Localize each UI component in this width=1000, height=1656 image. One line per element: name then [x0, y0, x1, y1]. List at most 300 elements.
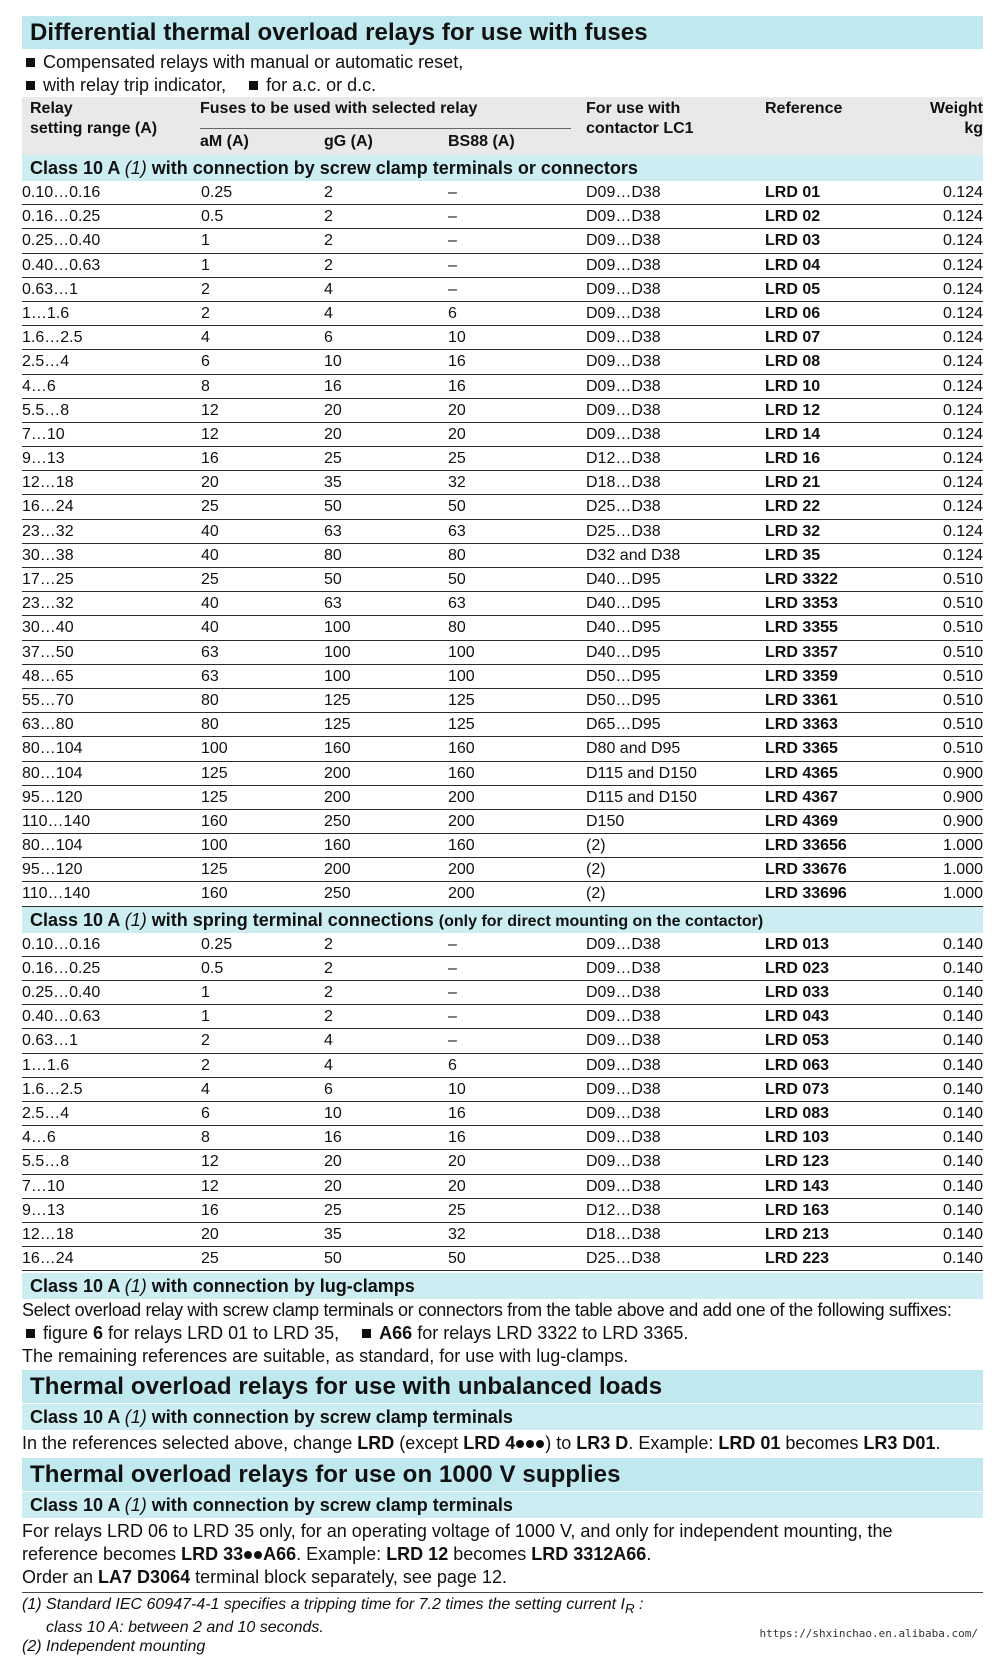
- cell-fuse-bs88: 160: [448, 837, 475, 855]
- table-row: [22, 737, 983, 761]
- unbalanced-text: In the references selected above, change LRD (except LRD 4 ) to LR3 D. Example: LRD 01 becomes LR3 D01.: [22, 1433, 941, 1454]
- cell-fuse-am: 4: [201, 329, 210, 347]
- table-body-screw: [22, 181, 983, 907]
- cell-fuse-am: 1: [201, 256, 210, 274]
- cell-fuse-gg: 2: [324, 984, 333, 1001]
- cell-contactor: D18…D38: [586, 1225, 661, 1243]
- cell-fuse-am: 100: [201, 740, 228, 758]
- cell-fuse-am: 6: [201, 353, 210, 371]
- cell-fuse-bs88: 80: [448, 619, 466, 637]
- cell-setting-range: 48…65: [22, 667, 74, 685]
- cell-reference: LRD 12: [765, 401, 821, 419]
- placeholder-dot-icon: [526, 1440, 534, 1448]
- lug-text-1: Select overload relay with screw clamp terminals or connectors from the table above and add one of the following suffixes:: [22, 1300, 952, 1321]
- cell-weight: 0.124: [942, 353, 983, 371]
- cell-fuse-gg: 10: [324, 353, 342, 371]
- cell-fuse-gg: 2: [324, 959, 333, 977]
- cell-fuse-am: 25: [201, 1250, 219, 1268]
- cell-fuse-am: 40: [201, 619, 219, 637]
- cell-fuse-am: 6: [201, 1104, 210, 1122]
- cell-reference: LRD 14: [765, 425, 821, 443]
- cell-setting-range: 9…13: [22, 1201, 65, 1219]
- cell-contactor: D50…D95: [586, 667, 661, 685]
- cell-weight: 1.000: [942, 861, 983, 879]
- cell-setting-range: 4…6: [22, 377, 56, 395]
- table-row: [22, 665, 983, 689]
- table-row: [22, 181, 983, 205]
- header-weight: Weight: [929, 100, 983, 117]
- cell-setting-range: 1…1.6: [22, 304, 70, 322]
- cell-setting-range: 1…1.6: [22, 1056, 70, 1074]
- cell-fuse-bs88: 125: [448, 716, 475, 734]
- cell-fuse-bs88: 80: [448, 546, 466, 564]
- table-row: [22, 834, 983, 858]
- cell-fuse-bs88: 16: [448, 377, 466, 395]
- bullet-square-icon: [26, 1329, 35, 1338]
- 1000v-text-2: reference becomes LRD 33 A66. Example: LRD 12 becomes LRD 3312A66.: [22, 1544, 652, 1565]
- header-fuses: Fuses to be used with selected relay: [200, 100, 478, 117]
- cell-fuse-am: 40: [201, 546, 219, 564]
- cell-reference: LRD 043: [765, 1008, 830, 1026]
- header-kg: kg: [964, 120, 983, 137]
- bullet-square-icon: [249, 81, 258, 90]
- cell-fuse-bs88: 16: [448, 1104, 466, 1122]
- source-url: https://shxinchao.en.alibaba.com/: [759, 1627, 978, 1640]
- cell-setting-range: 5.5…8: [22, 1153, 70, 1171]
- cell-weight: 0.124: [942, 329, 983, 347]
- cell-fuse-gg: 2: [324, 1008, 333, 1026]
- table-row: [22, 1029, 983, 1053]
- cell-fuse-am: 0.5: [201, 208, 224, 226]
- cell-contactor: D09…D38: [586, 1153, 661, 1171]
- cell-fuse-am: 125: [201, 764, 228, 782]
- cell-reference: LRD 4365: [765, 764, 838, 782]
- cell-fuse-gg: 20: [324, 1177, 342, 1195]
- cell-setting-range: 12…18: [22, 474, 74, 492]
- cell-reference: LRD 3361: [765, 691, 838, 709]
- cell-fuse-bs88: 100: [448, 643, 475, 661]
- cell-reference: LRD 4369: [765, 812, 838, 830]
- cell-weight: 0.140: [942, 1177, 983, 1195]
- table-header: [22, 97, 983, 155]
- cell-fuse-gg: 20: [324, 1153, 342, 1171]
- cell-weight: 0.510: [942, 571, 983, 588]
- cell-reference: LRD 163: [765, 1201, 830, 1219]
- bullet-square-icon: [26, 81, 35, 90]
- cell-setting-range: 80…104: [22, 740, 83, 758]
- cell-setting-range: 2.5…4: [22, 1104, 70, 1122]
- cell-fuse-am: 2: [201, 304, 210, 322]
- cell-fuse-am: 63: [201, 643, 219, 661]
- cell-reference: LRD 083: [765, 1104, 830, 1122]
- bullet-square-icon: [26, 58, 35, 67]
- cell-fuse-am: 25: [201, 571, 219, 588]
- table-body-spring: [22, 933, 983, 1272]
- cell-fuse-gg: 200: [324, 764, 351, 782]
- header-reference: Reference: [765, 100, 843, 117]
- table-row: [22, 981, 983, 1005]
- cell-weight: 0.510: [942, 643, 983, 661]
- cell-fuse-gg: 100: [324, 643, 351, 661]
- cell-weight: 0.510: [942, 740, 983, 758]
- table-row: [22, 1126, 983, 1150]
- cell-fuse-am: 0.5: [201, 959, 224, 977]
- cell-reference: LRD 10: [765, 377, 821, 395]
- cell-contactor: D50…D95: [586, 691, 661, 709]
- cell-fuse-am: 1: [201, 232, 210, 250]
- cell-reference: LRD 33656: [765, 837, 847, 855]
- cell-reference: LRD 21: [765, 474, 821, 492]
- cell-setting-range: 0.25…0.40: [22, 232, 101, 250]
- cell-fuse-gg: 250: [324, 885, 351, 903]
- section-unbalanced: Class 10 A (1) with connection by screw clamp terminals: [22, 1404, 983, 1430]
- cell-fuse-gg: 100: [324, 667, 351, 685]
- cell-reference: LRD 05: [765, 280, 821, 298]
- cell-fuse-bs88: –: [448, 256, 457, 274]
- cell-contactor: D40…D95: [586, 571, 661, 588]
- cell-weight: 0.900: [942, 788, 983, 806]
- table-row: [22, 1199, 983, 1223]
- cell-fuse-gg: 2: [324, 232, 333, 250]
- cell-fuse-bs88: –: [448, 1032, 457, 1050]
- cell-reference: LRD 123: [765, 1153, 830, 1171]
- cell-contactor: D80 and D95: [586, 740, 681, 758]
- 1000v-text-3: Order an LA7 D3064 terminal block separately, see page 12.: [22, 1567, 507, 1588]
- cell-fuse-am: 8: [201, 1129, 210, 1147]
- cell-weight: 0.140: [942, 1153, 983, 1171]
- 1000v-title: Thermal overload relays for use on 1000 V supplies: [22, 1458, 983, 1491]
- cell-setting-range: 4…6: [22, 1129, 56, 1147]
- footnote-1: (1) Standard IEC 60947-4-1 specifies a tripping time for 7.2 times the setting current $I_R$ :: [22, 1596, 644, 1617]
- cell-weight: 0.140: [942, 1225, 983, 1243]
- cell-fuse-bs88: 25: [448, 450, 466, 468]
- cell-weight: 0.124: [942, 208, 983, 226]
- cell-fuse-gg: 35: [324, 474, 342, 492]
- cell-fuse-am: 160: [201, 812, 228, 830]
- cell-fuse-bs88: 160: [448, 764, 475, 782]
- cell-reference: LRD 32: [765, 522, 821, 540]
- cell-reference: LRD 213: [765, 1225, 830, 1243]
- cell-setting-range: 110…140: [22, 812, 91, 830]
- table-row: [22, 810, 983, 834]
- cell-weight: 0.124: [942, 498, 983, 516]
- cell-fuse-bs88: 10: [448, 1080, 466, 1098]
- cell-fuse-am: 63: [201, 667, 219, 685]
- cell-reference: LRD 073: [765, 1080, 830, 1098]
- cell-contactor: D65…D95: [586, 716, 661, 734]
- unbalanced-title: Thermal overload relays for use with unbalanced loads: [22, 1370, 983, 1403]
- cell-weight: 0.140: [942, 1201, 983, 1219]
- cell-setting-range: 0.16…0.25: [22, 959, 101, 977]
- cell-fuse-am: 125: [201, 861, 228, 879]
- cell-contactor: D115 and D150: [586, 764, 697, 782]
- cell-fuse-bs88: 125: [448, 691, 475, 709]
- cell-fuse-am: 12: [201, 425, 219, 443]
- cell-setting-range: 2.5…4: [22, 353, 70, 371]
- cell-contactor: D09…D38: [586, 1032, 661, 1050]
- cell-fuse-gg: 16: [324, 1129, 342, 1147]
- cell-fuse-gg: 50: [324, 571, 342, 588]
- cell-setting-range: 0.10…0.16: [22, 935, 101, 953]
- cell-fuse-bs88: 20: [448, 1153, 466, 1171]
- cell-fuse-am: 20: [201, 474, 219, 492]
- cell-contactor: D09…D38: [586, 425, 661, 443]
- cell-fuse-am: 20: [201, 1225, 219, 1243]
- cell-reference: LRD 033: [765, 984, 830, 1001]
- cell-fuse-am: 16: [201, 450, 219, 468]
- cell-weight: 0.124: [942, 377, 983, 395]
- cell-reference: LRD 16: [765, 450, 821, 468]
- footnote-1b: class 10 A: between 2 and 10 seconds.: [46, 1619, 324, 1637]
- table-row: [22, 399, 983, 423]
- table-row: [22, 858, 983, 882]
- cell-reference: LRD 07: [765, 329, 821, 347]
- table-row: [22, 762, 983, 786]
- cell-fuse-bs88: 200: [448, 812, 475, 830]
- cell-fuse-bs88: –: [448, 959, 457, 977]
- cell-fuse-gg: 6: [324, 1080, 333, 1098]
- cell-contactor: D09…D38: [586, 329, 661, 347]
- cell-fuse-gg: 50: [324, 1250, 342, 1268]
- cell-setting-range: 16…24: [22, 498, 74, 516]
- cell-contactor: D09…D38: [586, 959, 661, 977]
- table-row: [22, 957, 983, 981]
- cell-fuse-gg: 4: [324, 1032, 333, 1050]
- cell-reference: LRD 3322: [765, 571, 838, 588]
- cell-weight: 0.124: [942, 232, 983, 250]
- cell-weight: 0.140: [942, 959, 983, 977]
- cell-reference: LRD 023: [765, 959, 830, 977]
- cell-contactor: D09…D38: [586, 232, 661, 250]
- cell-setting-range: 63…80: [22, 716, 74, 734]
- cell-contactor: D25…D38: [586, 498, 661, 516]
- cell-contactor: D09…D38: [586, 208, 661, 226]
- table-row: [22, 713, 983, 737]
- table-row: [22, 229, 983, 253]
- cell-fuse-gg: 2: [324, 256, 333, 274]
- cell-reference: LRD 35: [765, 546, 821, 564]
- cell-fuse-am: 0.25: [201, 935, 233, 953]
- table-row: [22, 471, 983, 495]
- cell-fuse-am: 16: [201, 1201, 219, 1219]
- cell-fuse-am: 2: [201, 280, 210, 298]
- cell-reference: LRD 01: [765, 184, 821, 201]
- table-row: [22, 375, 983, 399]
- cell-weight: 1.000: [942, 837, 983, 855]
- cell-fuse-bs88: 20: [448, 425, 466, 443]
- cell-fuse-gg: 35: [324, 1225, 342, 1243]
- cell-weight: 0.124: [942, 474, 983, 492]
- cell-setting-range: 95…120: [22, 861, 83, 879]
- cell-weight: 0.124: [942, 256, 983, 274]
- cell-setting-range: 30…38: [22, 546, 74, 564]
- cell-contactor: D12…D38: [586, 450, 661, 468]
- cell-fuse-bs88: 16: [448, 1129, 466, 1147]
- cell-contactor: D09…D38: [586, 1177, 661, 1195]
- cell-fuse-gg: 250: [324, 812, 351, 830]
- cell-contactor: D09…D38: [586, 377, 661, 395]
- cell-fuse-gg: 2: [324, 935, 333, 953]
- cell-fuse-gg: 10: [324, 1104, 342, 1122]
- cell-setting-range: 95…120: [22, 788, 83, 806]
- cell-weight: 0.140: [942, 1032, 983, 1050]
- cell-fuse-bs88: –: [448, 1008, 457, 1026]
- cell-setting-range: 55…70: [22, 691, 74, 709]
- cell-fuse-bs88: –: [448, 280, 457, 298]
- placeholder-dot-icon: [244, 1551, 252, 1559]
- cell-fuse-gg: 20: [324, 425, 342, 443]
- cell-reference: LRD 04: [765, 256, 821, 274]
- cell-contactor: D40…D95: [586, 643, 661, 661]
- cell-fuse-bs88: 200: [448, 861, 475, 879]
- cell-fuse-bs88: –: [448, 935, 457, 953]
- table-row: [22, 520, 983, 544]
- cell-weight: 0.124: [942, 304, 983, 322]
- header-divider: [200, 128, 571, 129]
- cell-contactor: D40…D95: [586, 595, 661, 613]
- cell-reference: LRD 103: [765, 1129, 830, 1147]
- cell-reference: LRD 08: [765, 353, 821, 371]
- cell-setting-range: 12…18: [22, 1225, 74, 1243]
- table-row: [22, 423, 983, 447]
- cell-reference: LRD 03: [765, 232, 821, 250]
- cell-reference: LRD 3357: [765, 643, 838, 661]
- cell-setting-range: 23…32: [22, 595, 74, 613]
- cell-setting-range: 0.63…1: [22, 280, 79, 298]
- header-bs88: BS88 (A): [448, 133, 515, 150]
- cell-fuse-bs88: 50: [448, 498, 466, 516]
- cell-reference: LRD 06: [765, 304, 821, 322]
- cell-fuse-am: 125: [201, 788, 228, 806]
- cell-setting-range: 5.5…8: [22, 401, 70, 419]
- cell-contactor: D09…D38: [586, 1008, 661, 1026]
- table-row: [22, 1054, 983, 1078]
- table-row: [22, 568, 983, 592]
- cell-setting-range: 0.16…0.25: [22, 208, 101, 226]
- cell-contactor: D09…D38: [586, 984, 661, 1001]
- cell-fuse-bs88: 160: [448, 740, 475, 758]
- table-row: [22, 786, 983, 810]
- cell-contactor: D09…D38: [586, 1080, 661, 1098]
- cell-fuse-gg: 160: [324, 740, 351, 758]
- cell-reference: LRD 053: [765, 1032, 830, 1050]
- cell-setting-range: 37…50: [22, 643, 74, 661]
- cell-setting-range: 80…104: [22, 837, 83, 855]
- table-row: [22, 1005, 983, 1029]
- cell-fuse-bs88: 50: [448, 571, 466, 588]
- cell-weight: 0.124: [942, 280, 983, 298]
- table-row: [22, 1223, 983, 1247]
- table-row: [22, 933, 983, 957]
- cell-fuse-gg: 4: [324, 1056, 333, 1074]
- cell-weight: 0.124: [942, 401, 983, 419]
- cell-contactor: (2): [586, 885, 606, 903]
- cell-contactor: D18…D38: [586, 474, 661, 492]
- cell-fuse-am: 80: [201, 691, 219, 709]
- cell-weight: 0.510: [942, 667, 983, 685]
- cell-contactor: D12…D38: [586, 1201, 661, 1219]
- cell-fuse-gg: 50: [324, 498, 342, 516]
- cell-weight: 0.140: [942, 1056, 983, 1074]
- cell-fuse-bs88: 16: [448, 353, 466, 371]
- datasheet-page: [22, 16, 983, 1656]
- cell-reference: LRD 4367: [765, 788, 838, 806]
- cell-fuse-bs88: 20: [448, 401, 466, 419]
- cell-weight: 0.140: [942, 1080, 983, 1098]
- cell-fuse-am: 1: [201, 984, 210, 1001]
- cell-fuse-gg: 125: [324, 716, 351, 734]
- cell-weight: 0.140: [942, 1129, 983, 1147]
- cell-fuse-gg: 4: [324, 304, 333, 322]
- cell-setting-range: 1.6…2.5: [22, 329, 83, 347]
- table-row: [22, 616, 983, 640]
- 1000v-text-1: For relays LRD 06 to LRD 35 only, for an operating voltage of 1000 V, and only for independent mounting, the: [22, 1521, 893, 1542]
- cell-weight: 0.140: [942, 984, 983, 1001]
- cell-setting-range: 7…10: [22, 1177, 65, 1195]
- cell-weight: 1.000: [942, 885, 983, 903]
- cell-fuse-bs88: 32: [448, 1225, 466, 1243]
- cell-setting-range: 30…40: [22, 619, 74, 637]
- table-row: [22, 1175, 983, 1199]
- cell-weight: 0.140: [942, 1104, 983, 1122]
- cell-weight: 0.900: [942, 812, 983, 830]
- cell-weight: 0.510: [942, 716, 983, 734]
- header-use-with: For use with: [586, 100, 681, 117]
- cell-setting-range: 7…10: [22, 425, 65, 443]
- cell-contactor: D32 and D38: [586, 546, 681, 564]
- table-row: [22, 1102, 983, 1126]
- cell-reference: LRD 013: [765, 935, 830, 953]
- table-row: [22, 495, 983, 519]
- cell-fuse-gg: 160: [324, 837, 351, 855]
- table-row: [22, 592, 983, 616]
- table-row: [22, 326, 983, 350]
- cell-fuse-bs88: 20: [448, 1177, 466, 1195]
- table-row: [22, 641, 983, 665]
- cell-setting-range: 0.40…0.63: [22, 1008, 101, 1026]
- cell-reference: LRD 063: [765, 1056, 830, 1074]
- cell-contactor: D115 and D150: [586, 788, 697, 806]
- cell-setting-range: 0.25…0.40: [22, 984, 101, 1001]
- cell-fuse-am: 12: [201, 1177, 219, 1195]
- cell-fuse-gg: 100: [324, 619, 351, 637]
- cell-fuse-am: 100: [201, 837, 228, 855]
- cell-setting-range: 0.63…1: [22, 1032, 79, 1050]
- section-lug-clamps: Class 10 A (1) with connection by lug-clamps: [22, 1273, 983, 1299]
- cell-fuse-bs88: 200: [448, 885, 475, 903]
- cell-weight: 0.140: [942, 1250, 983, 1268]
- cell-fuse-bs88: –: [448, 232, 457, 250]
- cell-fuse-am: 12: [201, 401, 219, 419]
- table-row: [22, 302, 983, 326]
- cell-setting-range: 17…25: [22, 571, 74, 588]
- cell-fuse-gg: 16: [324, 377, 342, 395]
- cell-reference: LRD 3363: [765, 716, 838, 734]
- cell-weight: 0.124: [942, 425, 983, 443]
- cell-reference: LRD 143: [765, 1177, 830, 1195]
- cell-fuse-bs88: 6: [448, 1056, 457, 1074]
- cell-contactor: D25…D38: [586, 522, 661, 540]
- lug-text-3: The remaining references are suitable, as standard, for use with lug-clamps.: [22, 1346, 629, 1367]
- cell-setting-range: 0.10…0.16: [22, 184, 101, 201]
- cell-contactor: D09…D38: [586, 401, 661, 419]
- cell-fuse-bs88: 32: [448, 474, 466, 492]
- footnotes: [22, 1592, 983, 1656]
- cell-fuse-am: 8: [201, 377, 210, 395]
- placeholder-dot-icon: [516, 1440, 524, 1448]
- cell-fuse-am: 4: [201, 1080, 210, 1098]
- cell-fuse-gg: 63: [324, 522, 342, 540]
